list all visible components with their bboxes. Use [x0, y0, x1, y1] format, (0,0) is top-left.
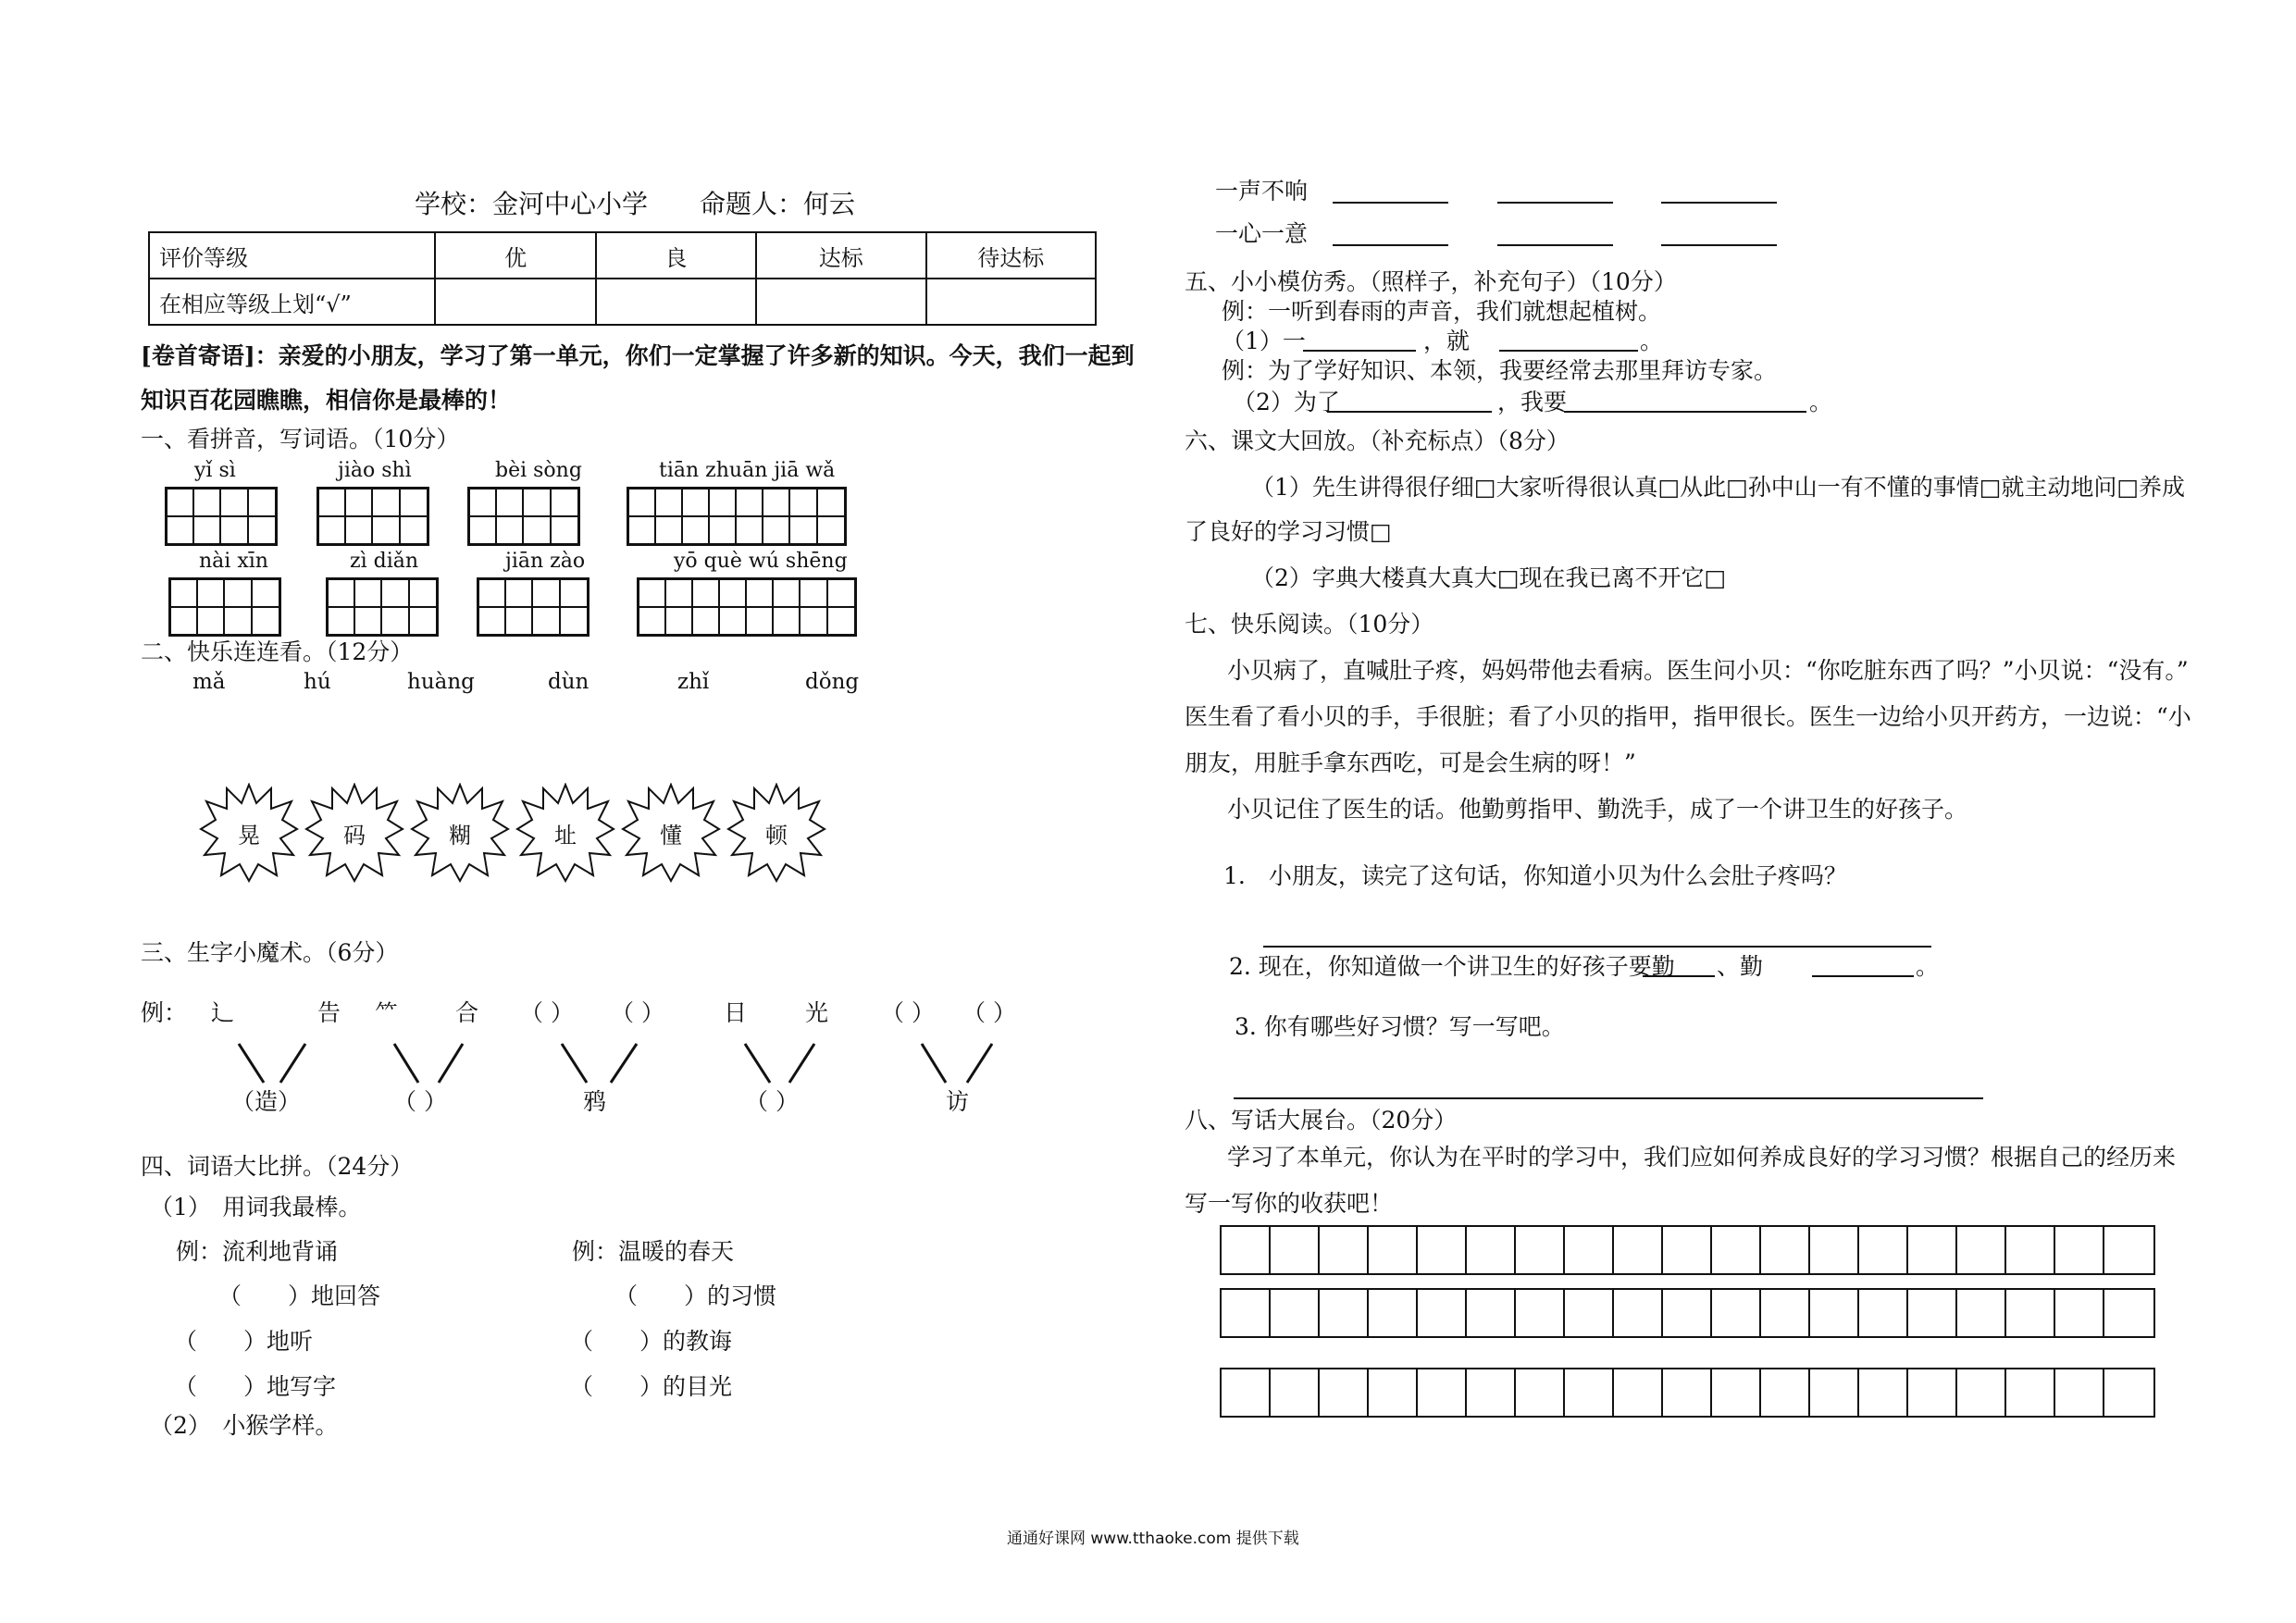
blank-line[interactable] — [1643, 975, 1715, 977]
radical-blank[interactable]: （ ） — [611, 999, 664, 1026]
fill-item[interactable]: （ ）地听 — [174, 1328, 314, 1355]
example-label: 例： — [141, 999, 188, 1026]
idiom-1: 一声不响 — [1215, 178, 1309, 204]
footer-text: 通通好课网 www.tthaoke.com 提供下载 — [1007, 1530, 1299, 1548]
pinyin: dùn — [548, 670, 590, 694]
blank-line[interactable] — [1333, 244, 1448, 246]
rating-instruction: 在相应等级上划“√” — [149, 279, 435, 325]
pinyin: dǒng — [805, 670, 860, 694]
reading-paragraph: 朋友，用脏手拿东西吃，可是会生病的呀！” — [1185, 750, 1636, 776]
question-2-start: 2. 现在，你知道做一个讲卫生的好孩子要勤 — [1229, 953, 1675, 980]
radical-blank[interactable]: （ ） — [881, 999, 935, 1026]
page-title: 学校：金河中心小学 命题人：何云 — [415, 189, 856, 219]
rating-good: 良 — [596, 232, 756, 279]
blank-line[interactable] — [1497, 202, 1613, 204]
blank-line[interactable] — [1661, 202, 1777, 204]
radical-part: 日 — [724, 999, 748, 1026]
star-char-label: 懂 — [660, 822, 682, 849]
pinyin: tiān zhuān jiā wǎ — [659, 459, 836, 482]
star-char-label: 顿 — [765, 822, 788, 849]
rating-pass: 达标 — [756, 232, 925, 279]
composition-row[interactable] — [1220, 1368, 2155, 1418]
magic-result: 访 — [946, 1088, 970, 1115]
punctuation-line-3: （2）字典大楼真大真大□现在我已离不开它□ — [1251, 564, 1727, 591]
section-1-title: 一、看拼音，写词语。（10分） — [141, 426, 460, 452]
connector-lines — [0, 0, 1148, 1110]
section-5-title: 五、小小模仿秀。（照样子，补充句子）（10分） — [1185, 268, 1677, 295]
question-1: 1. 小朋友，读完了这句话，你知道小贝为什么会肚子疼吗？ — [1223, 862, 1847, 889]
blank-line[interactable] — [1812, 975, 1914, 977]
blank-line[interactable] — [1564, 411, 1806, 413]
writing-prompt: 写一写你的收获吧！ — [1185, 1190, 1394, 1217]
radical-part: 合 — [455, 999, 479, 1026]
fill-item[interactable]: （ ）的目光 — [570, 1373, 733, 1400]
pinyin: mǎ — [192, 670, 226, 694]
intro-line-1: [卷首寄语]：亲爱的小朋友，学习了第一单元，你们一定掌握了许多新的知识。今天，我们一起到 — [141, 342, 1135, 369]
subsection-2: （2） 小猴学样。 — [150, 1412, 339, 1439]
magic-result: （造） — [231, 1088, 302, 1115]
blank-line[interactable] — [1303, 350, 1416, 352]
intro-line-2: 知识百花园瞧瞧，相信你是最棒的！ — [141, 387, 512, 414]
pinyin: hú — [304, 670, 331, 694]
radical-blank[interactable]: （ ） — [962, 999, 1016, 1026]
pinyin: jiào shì — [338, 459, 412, 482]
blank-line[interactable] — [1499, 350, 1638, 352]
blank-line[interactable] — [1497, 244, 1613, 246]
pinyin: zì diǎn — [350, 550, 419, 573]
radical-part: 光 — [805, 999, 829, 1026]
magic-result[interactable]: （ ） — [393, 1088, 447, 1115]
section-8-title: 八、写话大展台。（20分） — [1185, 1107, 1458, 1134]
pinyin: bèi sòng — [495, 459, 582, 482]
radical-blank[interactable]: （ ） — [520, 999, 574, 1026]
section-5-example-2: 例：为了学好知识、本领，我要经常去那里拜访专家。 — [1222, 357, 1778, 384]
radical-part: ⺮ — [375, 999, 399, 1026]
section-4-title: 四、词语大比拼。（24分） — [141, 1153, 414, 1180]
blank-line[interactable] — [1327, 411, 1492, 413]
subsection-1: （1） 用词我最棒。 — [150, 1194, 362, 1220]
reading-paragraph: 小贝记住了医生的话。他勤剪指甲、勤洗手，成了一个讲卫生的好孩子。 — [1227, 796, 1968, 823]
section-7-title: 七、快乐阅读。（10分） — [1185, 611, 1434, 638]
blank-line[interactable] — [1333, 202, 1448, 204]
pinyin: nài xīn — [199, 550, 268, 573]
section-6-title: 六、课文大回放。（补充标点）（8分） — [1185, 427, 1570, 454]
magic-result[interactable]: （ ） — [745, 1088, 799, 1115]
pinyin: huàng — [407, 670, 475, 694]
star-char-label: 址 — [554, 822, 577, 849]
section-3-title: 三、生字小魔术。（6分） — [141, 939, 399, 966]
section-2-title: 二、快乐连连看。（12分） — [141, 638, 414, 665]
star-char-label: 晃 — [238, 822, 260, 849]
magic-result: 鸦 — [583, 1088, 607, 1115]
item-2-mid: ，我要 — [1497, 389, 1568, 415]
pinyin: yō què wú shēng — [674, 550, 848, 573]
example-right: 例：温暖的春天 — [572, 1238, 735, 1265]
reading-paragraph: 医生看了看小贝的手，手很脏；看了小贝的指甲，指甲很长。医生一边给小贝开药方，一边说：“小 — [1185, 703, 2191, 730]
punctuation-line-1: （1）先生讲得很仔细□大家听得很认真□从此□孙中山一有不懂的事情□就主动地问□养成 — [1251, 474, 2186, 501]
rating-needs-work: 待达标 — [926, 232, 1096, 279]
example-left: 例：流利地背诵 — [176, 1238, 339, 1265]
question-2-mid: 、勤 — [1717, 953, 1764, 980]
item-2-end: 。 — [1809, 389, 1833, 415]
composition-row[interactable] — [1220, 1288, 2155, 1338]
answer-line[interactable] — [1234, 1097, 1983, 1099]
blank-line[interactable] — [1661, 244, 1777, 246]
fill-item[interactable]: （ ）地回答 — [218, 1282, 381, 1309]
composition-row[interactable] — [1220, 1225, 2155, 1275]
fill-item[interactable]: （ ）的习惯 — [614, 1282, 777, 1309]
writing-prompt: 学习了本单元，你认为在平时的学习中，我们应如何养成良好的学习习惯？根据自己的经历来 — [1227, 1144, 2177, 1171]
idiom-2: 一心一意 — [1215, 220, 1309, 247]
star-char-label: 码 — [343, 822, 366, 849]
radical-part: 告 — [317, 999, 341, 1026]
item-2-start: （2）为了 — [1233, 389, 1340, 415]
item-1-start: （1）一 — [1222, 328, 1306, 354]
fill-item[interactable]: （ ）地写字 — [174, 1373, 337, 1400]
item-1-end: 。 — [1640, 328, 1664, 354]
star-char-label: 糊 — [449, 822, 471, 849]
question-2-end: 。 — [1916, 953, 1940, 980]
pinyin: jiān zào — [505, 550, 586, 573]
section-5-example: 例：一听到春雨的声音，我们就想起植树。 — [1222, 298, 1662, 325]
pinyin: yǐ sì — [194, 459, 236, 482]
reading-paragraph: 小贝病了，直喊肚子疼，妈妈带他去看病。医生问小贝：“你吃脏东西了吗？”小贝说：“没有。” — [1227, 657, 2189, 684]
answer-line[interactable] — [1263, 946, 1931, 948]
question-3: 3. 你有哪些好习惯？写一写吧。 — [1235, 1013, 1565, 1040]
pinyin: zhǐ — [677, 670, 710, 694]
fill-item[interactable]: （ ）的教诲 — [570, 1328, 733, 1355]
rating-excellent: 优 — [435, 232, 595, 279]
rating-header-label: 评价等级 — [149, 232, 435, 279]
item-1-mid: ，就 — [1423, 328, 1471, 354]
punctuation-line-2: 了良好的学习习惯□ — [1185, 518, 1392, 545]
radical-part: 辶 — [211, 999, 235, 1026]
